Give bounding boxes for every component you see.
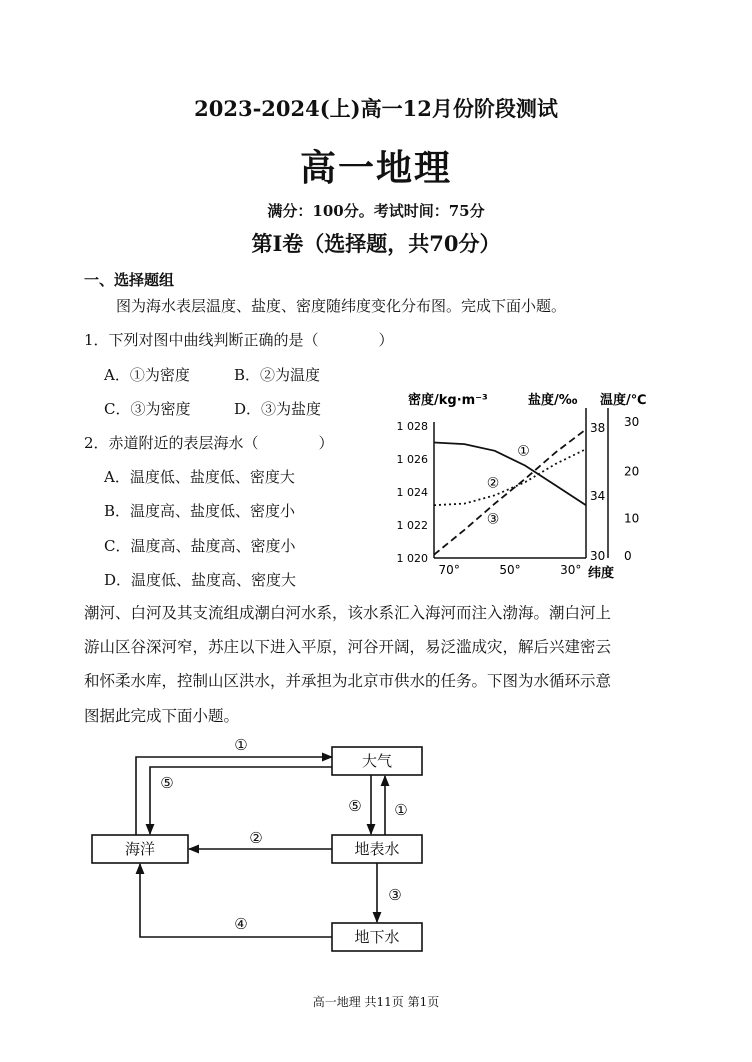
label-num-top: ① [234,736,248,754]
chart-series [434,429,586,554]
q2-option-b: B．温度高、盐度低、密度小 [104,502,296,520]
label-num-bottom: ④ [234,915,248,933]
label-groundwater: 地下水 [354,928,400,946]
x-tick: 50° [499,563,521,577]
label-num-surf-up: ① [394,801,408,819]
section-intro: 图为海水表层温度、盐度、密度随纬度变化分布图。完成下面小题。 [116,297,567,315]
passage-line-3: 和怀柔水库，控制山区洪水，并承担为北京市供水的任务。下图为水循环示意 [84,672,612,690]
label-ocean: 海洋 [124,840,156,858]
label-atmosphere: 大气 [361,752,393,770]
arrow-ocean-to-atmosphere [136,757,332,835]
temperature-tick: 30 [624,415,640,429]
q2-option-a: A．温度低、盐度低、密度大 [104,468,295,486]
label-surface-water: 地表水 [354,840,400,858]
q2-option-d: D．温度低、盐度高、密度大 [104,571,297,589]
density-tick: 1 022 [396,519,428,532]
salinity-tick: 34 [590,489,606,503]
arrow-atmosphere-to-ocean [150,767,332,834]
label-num-surf-down: ⑤ [348,797,362,815]
series-label-3: ③ [486,511,500,528]
series-line-3 [434,429,586,554]
ocean-properties-chart [390,382,675,582]
passage-line-1: 潮河、白河及其支流组成潮白河水系，该水系汇入海河而注入渤海。潮白河上 [84,604,612,622]
series-label-1: ① [517,443,530,460]
temperature-axis-label: 温度/℃ [600,393,647,408]
salinity-tick: 30 [590,549,606,563]
part-title: 第Ⅰ卷（选择题，共70分） [251,231,501,256]
series-label-2: ② [486,475,500,492]
score-line: 满分：100分。考试时间：75分 [267,202,485,220]
q1-option-d: D．③为盐度 [234,400,322,418]
x-tick: 30° [560,563,582,577]
temperature-tick: 20 [624,464,640,479]
density-tick: 1 026 [396,453,428,466]
q1-option-c: C．③为密度 [104,400,191,418]
density-tick: 1 024 [396,486,428,499]
salinity-tick: 38 [590,421,606,435]
salinity-axis-label: 盐度/‰ [528,393,578,408]
series-line-1 [434,443,586,506]
x-tick: 70° [438,563,460,577]
temperature-tick: 10 [624,511,640,526]
label-num-mid: ② [249,829,263,847]
question-2-stem: 2．赤道附近的表层海水（ ） [84,434,334,452]
subject-title: 高一地理 [299,147,452,189]
passage-line-2: 游山区谷深河窄，苏庄以下进入平原，河谷开阔，易泛滥成灾，解后兴建密云 [84,638,612,656]
q1-option-b: B．②为温度 [234,366,321,384]
chart-ticks [397,415,640,577]
label-num-ground: ③ [388,886,402,904]
label-num-ocean-down: ⑤ [160,774,174,792]
temperature-tick: 0 [624,549,632,563]
page-footer: 高一地理 共11页 第1页 [312,995,440,1009]
passage-line-4: 图据此完成下面小题。 [84,707,240,725]
density-tick: 1 020 [396,552,428,565]
density-axis-label: 密度/kg·m⁻³ [408,393,488,408]
question-1-stem: 1．下列对图中曲线判断正确的是（ ） [84,331,394,349]
water-cycle-diagram [80,735,440,957]
x-axis-label: 纬度 [588,566,615,581]
exam-title: 2023-2024(上)高一12月份阶段测试 [194,96,558,121]
q1-option-a: A．①为密度 [104,366,190,384]
section-heading: 一、选择题组 [84,271,175,289]
q2-option-c: C．温度高、盐度高、密度小 [104,537,296,555]
density-tick: 1 028 [396,420,428,433]
